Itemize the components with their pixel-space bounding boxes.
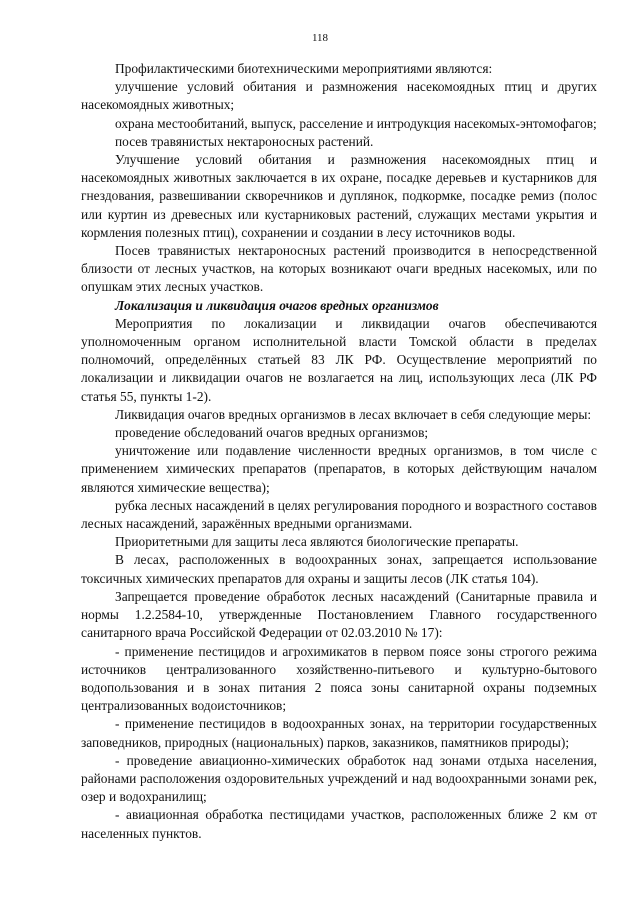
list-item: - авиационная обработка пестицидами участков, расположенных ближе 2 км от населенных пунктов. — [81, 807, 597, 841]
paragraph: Запрещается проведение обработок лесных насаждений (Санитарные правила и нормы 1.2.2584-10, утвержденные Постановлением Главного государственного санитарного врача Российской Федерации от 02.03.2010 № 17): — [81, 588, 597, 641]
paragraph: Посев травянистых нектароносных растений производится в непосредственной близости от лесных участков, на которых возникают очаги вредных насекомых, или по опушкам этих лесных участков. — [81, 243, 597, 295]
list-item: - проведение авиационно-химических обработок над зонами отдыха населения, районами расположения оздоровительных учреждений и над водоохранными зонами рек, озер и водохранилищ; — [81, 752, 597, 805]
paragraph: В лесах, расположенных в водоохранных зонах, запрещается использование токсичных химических препаратов для охраны и защиты лесов (ЛК статья 104). — [81, 552, 597, 586]
paragraph: Улучшение условий обитания и размножения насекомоядных птиц и насекомоядных животных заключается в их охране, посадке деревьев и кустарников для гнездования, развешивании скворечников и дуплянок, подкормке, посадке ремиз (полос или куртин из древесных или кустарниковых растений, служащих местами укрытия и кормления полезных птиц), сохранении и создании в лесу источников воды. — [81, 152, 597, 240]
paragraph: Приоритетными для защиты леса являются биологические препараты. — [115, 534, 519, 550]
list-item: улучшение условий обитания и размножения насекомоядных птиц и других насекомоядных животных; — [81, 79, 597, 113]
list-item: - применение пестицидов и агрохимикатов в первом поясе зоны строгого режима источников централизованного хозяйственно-питьевого и культурно-бытового водопользования и в зонах питания 2 пояса зоны санитарной охраны подземных централизованных водоисточников; — [81, 643, 597, 714]
document-body — [81, 60, 597, 843]
list-item: рубка лесных насаждений в целях регулирования породного и возрастного составов лесных насаждений, заражённых вредными организмами. — [81, 497, 597, 532]
paragraph: Профилактическими биотехническими мероприятиями являются: — [115, 61, 493, 76]
list-item: - применение пестицидов в водоохранных зонах, на территории государственных заповедников, природных (национальных) парков, заказников, памятников природы); — [81, 716, 597, 750]
list-item: проведение обследований очагов вредных организмов; — [115, 425, 429, 441]
paragraph: Мероприятия по локализации и ликвидации очагов обеспечиваются уполномоченным органом исполнительной власти Томской области в пределах полномочий, определённых статьей 83 ЛК РФ. Осуществление мероприятий по локализации и ликвидации очагов не возлагается на лиц, использующих леса (ЛК РФ статья 55, пункты 1-2). — [81, 315, 597, 404]
list-item: посев травянистых нектароносных растений. — [115, 133, 374, 149]
page-number: 118 — [311, 32, 329, 44]
list-item: охрана местообитаний, выпуск, расселение и интродукция насекомых-энтомофагов; — [115, 115, 597, 131]
paragraph: Ликвидация очагов вредных организмов в лесах включает в себя следующие меры: — [115, 406, 592, 422]
list-item: уничтожение или подавление численности вредных организмов, в том числе с применением химических препаратов (препаратов, в которых действующим началом являются химические вещества); — [81, 443, 597, 495]
section-heading: Локализация и ликвидация очагов вредных организмов — [115, 297, 439, 313]
